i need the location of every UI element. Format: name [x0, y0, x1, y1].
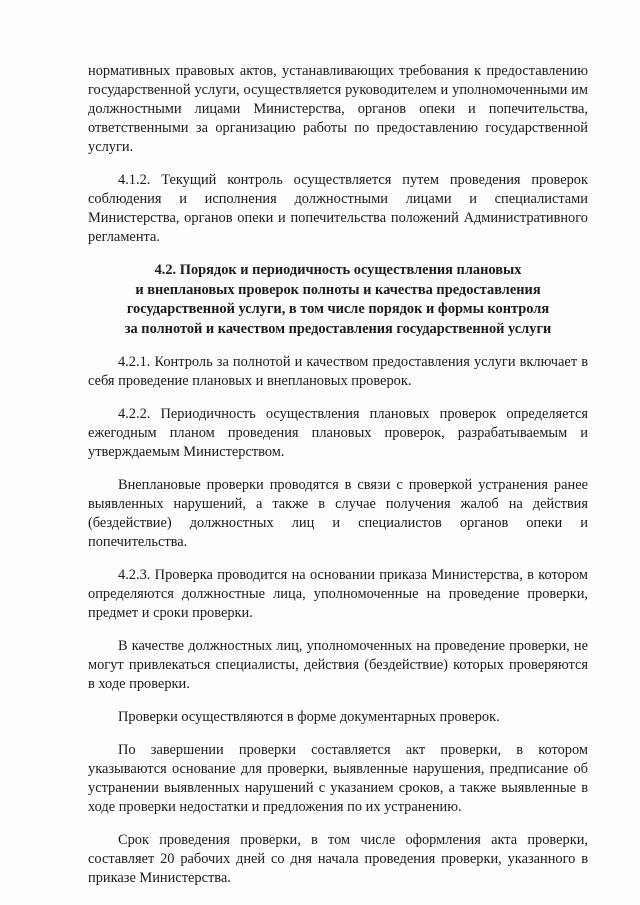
paragraph-officials: В качестве должностных лиц, уполномоченных на проведение проверки, не могут привлекаться специалисты, действия (бездействие) которых проверяются в ходе проверки. — [88, 638, 588, 692]
paragraph-4-2-1: 4.2.1. Контроль за полнотой и качеством предоставления услуги включает в себя проведение плановых и внеплановых проверок. — [88, 354, 588, 389]
paragraph-4-2-3: 4.2.3. Проверка проводится на основании приказа Министерства, в котором определяются должностные лица, уполномоченные на проведение проверки, предмет и сроки проверки. — [88, 567, 588, 621]
section-heading-4-2 — [88, 261, 588, 339]
heading-line: и внеплановых проверок полноты и качества предоставления — [135, 281, 541, 298]
paragraph-4-2-2: 4.2.2. Периодичность осуществления плановых проверок определяется ежегодным планом проведения плановых проверок, разрабатываемым и утверждаемым Министерством. — [88, 406, 588, 460]
paragraph-intro-continuation: нормативных правовых актов, устанавливающих требования к предоставлению государственной услуги, осуществляется руководителем и уполномоченными им должностными лицами Министерства, органов опеки и попечительства, ответственными за организацию работы по предоставлению государственной услуги. — [88, 63, 588, 155]
paragraph-check-act: По завершении проверки составляется акт проверки, в котором указываются основание для проверки, выявленные нарушения, предписание об устранении выявленных нарушений с указанием сроков, а также выявленные в ходе проверки недостатки и предложения по их устранению. — [88, 742, 588, 815]
paragraph-4-1-2: 4.1.2. Текущий контроль осуществляется путем проведения проверок соблюдения и исполнения должностными лицами и специалистами Министерства, органов опеки и попечительства положений Административного регламента. — [88, 172, 588, 245]
paragraph-unscheduled-checks: Внеплановые проверки проводятся в связи с проверкой устранения ранее выявленных нарушений, а также в случае получения жалоб на действия (бездействие) должностных лиц и специалистов органов опеки и попечительства. — [88, 477, 588, 550]
paragraph-check-term: Срок проведения проверки, в том числе оформления акта проверки, составляет 20 рабочих дней со дня начала проведения проверки, указанного в приказе Министерства. — [88, 832, 588, 886]
paragraph-check-form: Проверки осуществляются в форме документарных проверок. — [118, 709, 500, 725]
heading-line: за полнотой и качеством предоставления государственной услуги — [124, 320, 552, 337]
heading-line: 4.2. Порядок и периодичность осуществления плановых — [154, 262, 522, 278]
heading-line: государственной услуги, в том числе порядок и формы контроля — [126, 301, 550, 317]
